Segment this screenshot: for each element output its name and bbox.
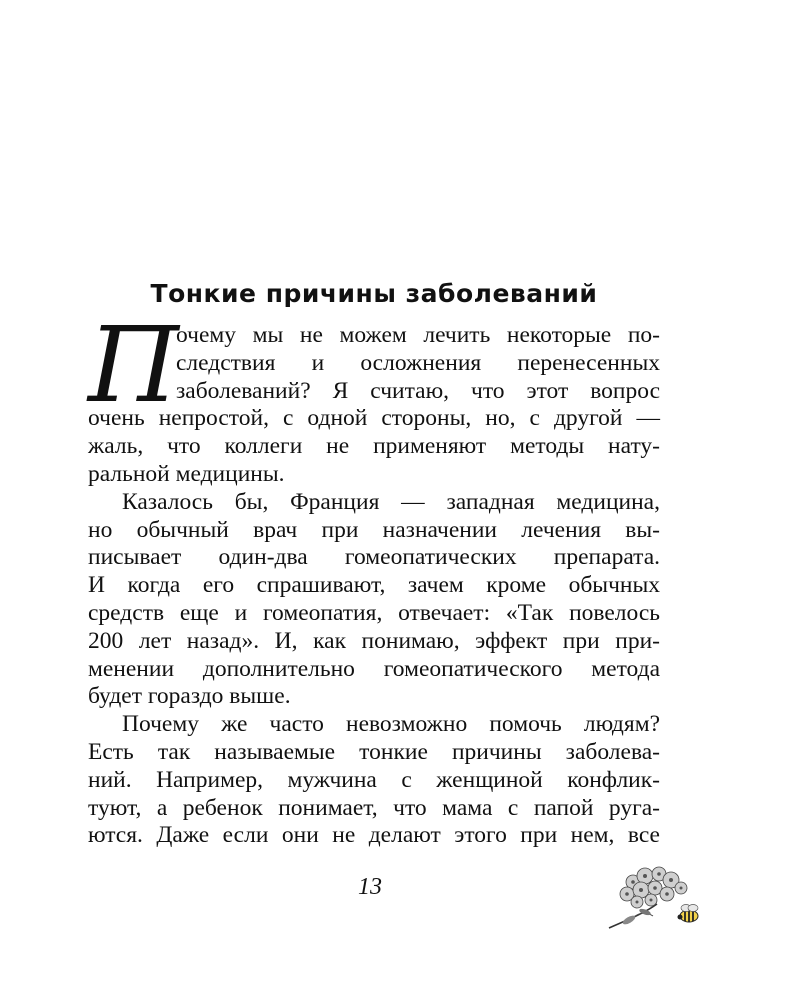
- text-line: очень непростой, с одной стороны, но, с другой —: [88, 405, 660, 432]
- text-line: 200 лет назад». И, как понимаю, эффект при при-: [88, 627, 660, 654]
- text-line: ральной медицины.: [88, 460, 285, 487]
- chapter-text: [88, 304, 660, 850]
- text-line: ются. Даже если они не делают этого при нем, все: [88, 822, 660, 849]
- text-line: жаль, что коллеги не применяют методы нату-: [88, 433, 660, 460]
- paragraph: [88, 304, 660, 489]
- text-line: Казалось бы, Франция — западная медицина,: [122, 488, 660, 515]
- text-line: заболеваний? Я считаю, что этот вопрос: [176, 377, 660, 404]
- text-line: следствия и осложнения перенесенных: [176, 349, 660, 376]
- text-line: будет гораздо выше.: [88, 683, 291, 710]
- text-line: менении дополнительно гомеопатического метода: [88, 655, 660, 682]
- text-line: средств еще и гомеопатия, отвечает: «Так повелось: [88, 599, 660, 626]
- text-line: очему мы не можем лечить некоторые по-: [176, 322, 660, 348]
- flower-bee-ornament-icon: [603, 862, 707, 934]
- paragraph: [88, 489, 660, 711]
- text-line: Почему же часто невозможно помочь людям?: [122, 711, 660, 738]
- page-number: 13: [358, 874, 382, 900]
- text-line: Есть так называемые тонкие причины заболева-: [88, 738, 660, 765]
- chapter-title: Тонкие причины заболеваний: [150, 279, 598, 308]
- text-line: но обычный врач при назначении лечения вы-: [88, 516, 660, 543]
- drop-cap: П: [88, 304, 179, 426]
- text-line: И когда его спрашивают, зачем кроме обычных: [88, 572, 660, 599]
- text-line: туют, а ребенок понимает, что мама с папой руга-: [88, 794, 660, 821]
- text-line: писывает один-два гомеопатических препарата.: [88, 544, 660, 571]
- text-line: ний. Например, мужчина с женщиной конфлик-: [88, 766, 660, 793]
- paragraph: [88, 711, 660, 850]
